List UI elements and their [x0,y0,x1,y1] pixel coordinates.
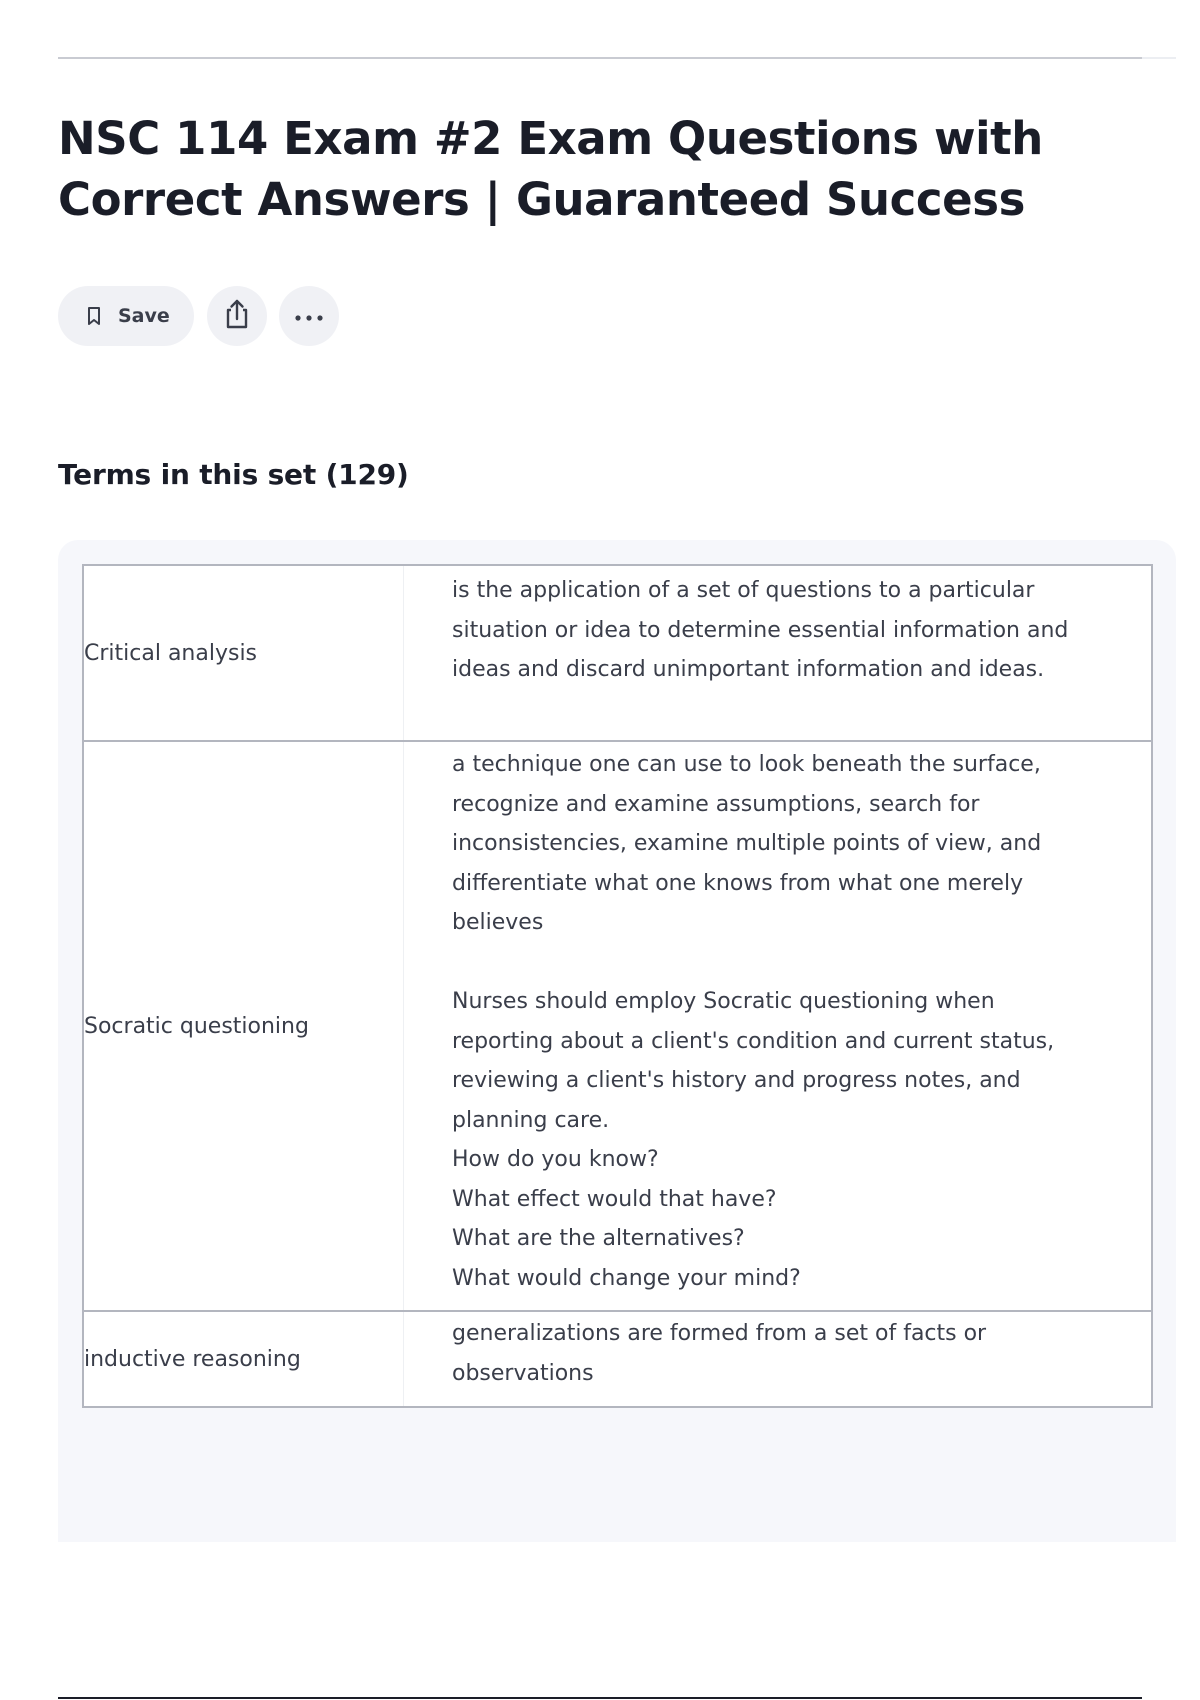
term-row [84,1310,1151,1406]
save-label: Save [118,305,170,327]
terms-heading: Terms in this set (129) [58,458,409,491]
term-cell: inductive reasoning [84,1312,404,1406]
save-button[interactable] [58,286,194,346]
term-cell: Critical analysis [84,566,404,740]
bookmark-icon [86,306,102,326]
more-options-button[interactable] [279,286,339,346]
top-divider [58,57,1142,59]
more-dots-icon [294,307,324,326]
term-cell: Socratic questioning [84,742,404,1310]
page-title: NSC 114 Exam #2 Exam Questions with Correct Answers | Guaranteed Success [58,112,1043,226]
term-row [84,740,1151,1310]
top-divider-tail [1142,57,1176,59]
share-icon [223,298,251,334]
share-button[interactable] [207,286,267,346]
terms-table [82,564,1153,1408]
definition-cell: is the application of a set of questions to a particular situation or idea to determine essential information and ideas and discard unimportant information and ideas. [452,578,1069,682]
bottom-divider [58,1697,1142,1699]
term-row [84,566,1151,740]
definition-cell: generalizations are formed from a set of facts or observations [452,1321,987,1386]
definition-cell: a technique one can use to look beneath the surface, recognize and examine assumptions, search for inconsistencies, examine multiple points of view, and differentiate what one knows from what one merely believes Nurses should employ Socratic questioning when reporting about a client's condition and current status, reviewing a client's history and progress notes, and planning care. How do you know? What effect would that have? What are the alternatives? What would change your mind? [452,752,1055,1291]
